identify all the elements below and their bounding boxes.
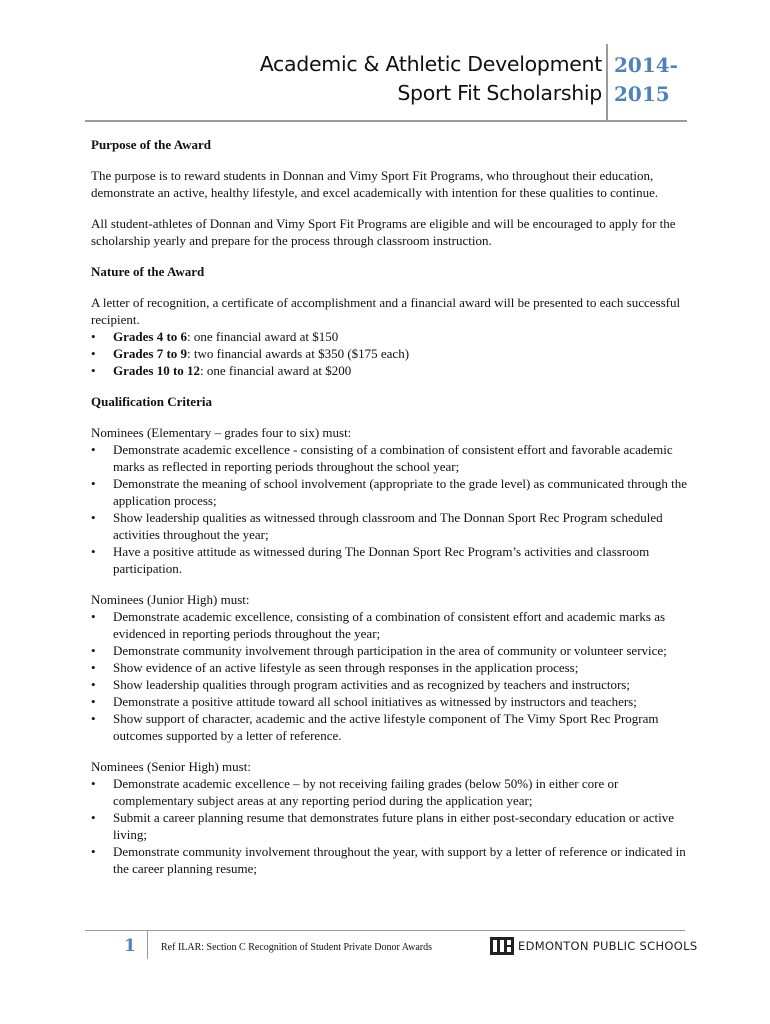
- footer-divider-vertical: [147, 931, 148, 959]
- year-line-1: 2014-: [614, 53, 678, 77]
- junior-intro: Nominees (Junior High) must:: [91, 592, 250, 607]
- list-item: [91, 475, 691, 509]
- list-item: [91, 659, 691, 676]
- bullet-icon: •: [91, 346, 96, 361]
- eps-logo-icon: [490, 937, 514, 955]
- bullet-icon: •: [91, 694, 96, 709]
- criterion-text: Show leadership qualities as witnessed through classroom and The Donnan Sport Rec Program scheduled activities throughout the year;: [113, 510, 663, 542]
- list-item: [91, 543, 691, 577]
- list-item: [91, 676, 691, 693]
- list-item: [91, 362, 691, 379]
- list-item: [91, 642, 691, 659]
- bullet-icon: •: [91, 329, 96, 344]
- nature-intro: A letter of recognition, a certificate of accomplishment and a financial award will be presented to each successful recipient.: [91, 295, 681, 327]
- criterion-text: Demonstrate community involvement through participation in the area of community or volunteer service;: [113, 643, 667, 658]
- bullet-icon: •: [91, 363, 96, 378]
- criterion-text: Submit a career planning resume that demonstrates future plans in either post-secondary education or active living;: [113, 810, 674, 842]
- school-board-logo: [490, 937, 698, 957]
- award-grades: Grades 4 to 6: [113, 329, 188, 344]
- footer-reference: Ref ILAR: Section C Recognition of Student Private Donor Awards: [161, 942, 432, 953]
- bullet-icon: •: [91, 544, 96, 559]
- document-body: [91, 136, 691, 891]
- title-line-1: Academic & Athletic Development: [259, 52, 602, 76]
- bullet-icon: •: [91, 711, 96, 726]
- school-year: [614, 51, 678, 109]
- bullet-icon: •: [91, 643, 96, 658]
- page-footer: [0, 924, 770, 984]
- header-divider-vertical: [606, 44, 608, 120]
- senior-intro: Nominees (Senior High) must:: [91, 759, 251, 774]
- list-item: [91, 775, 691, 809]
- list-item: [91, 693, 691, 710]
- bullet-icon: •: [91, 660, 96, 675]
- award-list: [91, 328, 691, 379]
- criterion-text: Demonstrate the meaning of school involvement (appropriate to the grade level) as communicated through the application process;: [113, 476, 687, 508]
- award-grades: Grades 7 to 9: [113, 346, 188, 361]
- bullet-icon: •: [91, 844, 96, 859]
- purpose-heading: Purpose of the Award: [91, 137, 212, 152]
- criteria-heading: Qualification Criteria: [91, 394, 212, 409]
- award-text: : two financial awards at $350 ($175 each): [187, 346, 410, 361]
- title-line-2: Sport Fit Scholarship: [397, 81, 602, 105]
- criterion-text: Show evidence of an active lifestyle as seen through responses in the application process;: [113, 660, 579, 675]
- year-line-2: 2015: [614, 82, 670, 106]
- bullet-icon: •: [91, 810, 96, 825]
- list-item: [91, 710, 691, 744]
- award-text: : one financial award at $150: [187, 329, 339, 344]
- criterion-text: Show leadership qualities through program activities and as recognized by teachers and instructors;: [113, 677, 630, 692]
- footer-divider-horizontal: [85, 930, 685, 931]
- logo-text: EDMONTON PUBLIC SCHOOLS: [518, 939, 698, 953]
- bullet-icon: •: [91, 442, 96, 457]
- bullet-icon: •: [91, 677, 96, 692]
- criterion-text: Demonstrate community involvement throughout the year, with support by a letter of reference or indicated in the career planning resume;: [113, 844, 686, 876]
- page-header: [0, 0, 770, 122]
- junior-criteria-list: [91, 608, 691, 744]
- page-number: 1: [124, 936, 136, 956]
- elementary-criteria-list: [91, 441, 691, 577]
- purpose-paragraph-1: The purpose is to reward students in Donnan and Vimy Sport Fit Programs, who throughout their education, demonstrate an active, healthy lifestyle, and excel academically with intention for these qualities to continue.: [91, 168, 659, 200]
- criterion-text: Demonstrate a positive attitude toward all school initiatives as witnessed by instructors and teachers;: [113, 694, 637, 709]
- elementary-intro: Nominees (Elementary – grades four to six) must:: [91, 425, 352, 440]
- bullet-icon: •: [91, 609, 96, 624]
- document-title: [260, 50, 602, 108]
- nature-heading: Nature of the Award: [91, 264, 205, 279]
- purpose-paragraph-2: All student-athletes of Donnan and Vimy Sport Fit Programs are eligible and will be encouraged to apply for the scholarship yearly and prepare for the process through classroom instruction.: [91, 216, 676, 248]
- list-item: [91, 441, 691, 475]
- criterion-text: Show support of character, academic and the active lifestyle component of The Vimy Sport Rec Program outcomes supported by a letter of reference.: [113, 711, 659, 743]
- criterion-text: Demonstrate academic excellence - consisting of a combination of consistent effort and favorable academic marks as reflected in reporting periods throughout the school year;: [113, 442, 673, 474]
- list-item: [91, 509, 691, 543]
- award-text: : one financial award at $200: [200, 363, 352, 378]
- criterion-text: Demonstrate academic excellence, consisting of a combination of consistent effort and academic marks as evidenced in reporting periods throughout the year;: [113, 609, 666, 641]
- bullet-icon: •: [91, 510, 96, 525]
- award-grades: Grades 10 to 12: [113, 363, 201, 378]
- list-item: [91, 843, 691, 877]
- list-item: [91, 809, 691, 843]
- list-item: [91, 608, 691, 642]
- criterion-text: Demonstrate academic excellence – by not receiving failing grades (below 50%) in either core or complementary subject areas at any reporting period during the application year;: [113, 776, 619, 808]
- bullet-icon: •: [91, 776, 96, 791]
- criterion-text: Have a positive attitude as witnessed during The Donnan Sport Rec Program’s activities and classroom participation.: [113, 544, 650, 576]
- list-item: [91, 328, 691, 345]
- bullet-icon: •: [91, 476, 96, 491]
- header-divider-horizontal: [85, 120, 687, 122]
- list-item: [91, 345, 691, 362]
- senior-criteria-list: [91, 775, 691, 877]
